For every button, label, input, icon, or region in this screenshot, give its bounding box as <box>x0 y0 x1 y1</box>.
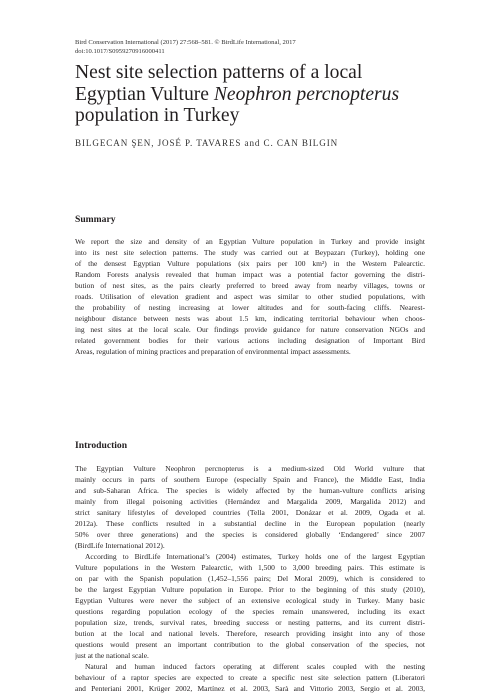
introduction-line: Vulture populations in the Western Palearctic, with 1,500 to 3,000 breeding pairs. This estimate is <box>75 563 425 572</box>
introduction-line: The Egyptian Vulture Neophron percnopterus is a medium-sized Old World vulture that <box>75 464 425 473</box>
summary-line: into its nest site selection patterns. The study was carried out at Beypazarı (Turkey), holding one <box>75 248 425 257</box>
introduction-line: behaviour of a raptor species are expected to create a specific nest site selection pattern (Liberatori <box>75 673 425 682</box>
introduction-heading: Introduction <box>75 440 128 451</box>
title-part-2: population in Turkey <box>75 105 240 126</box>
introduction-line: population size, trends, survival rates, breeding success or nesting patterns, and its current distri- <box>75 618 425 627</box>
introduction-line: mainly occurs in parts of southern Europe (especially Spain and France), the Middle East, India <box>75 475 425 484</box>
journal-header <box>75 39 296 56</box>
introduction-line: questions would present an important contribution to the global conservation of the species, not <box>75 640 425 649</box>
summary-line: related government bodies for their various actions including designation of Important Bird <box>75 336 425 345</box>
introduction-line: and sub-Saharan Africa. The species is widely affected by the human-vulture conflicts arising <box>75 486 425 495</box>
summary-line: neighbour distance between nests was about 1.5 km, indicating territorial behaviour when choos- <box>75 314 425 323</box>
article-title <box>75 62 425 127</box>
introduction-line: be the largest Egyptian Vulture population in Europe. Prior to the beginning of this study (2010), <box>75 585 425 594</box>
introduction-line: mainly from illegal poisoning activities (Hernández and Margalida 2009, Margalida 2012) and <box>75 497 425 506</box>
summary-line: Areas, regulation of mining practices and preparation of environmental impact assessments. <box>75 347 351 356</box>
introduction-line: and Penteriani 2001, Krüger 2002, Martínez et al. 2003, Sarà and Vittorio 2003, Sergio et al. 2003, <box>75 684 425 693</box>
summary-line: Random Forests analysis revealed that human impact was a potential factor governing the distri- <box>75 270 425 279</box>
introduction-line: strict sanitary lifestyles of developed countries (Tella 2001, Donázar et al. 2009, Ogada et al. <box>75 508 425 517</box>
summary-line: roads. Utilisation of elevation gradient and aspect was similar to other studied populations, with <box>75 292 425 301</box>
introduction-line: bution at the local and national levels. Therefore, research providing insight into any of those <box>75 629 425 638</box>
summary-line: We report the size and density of an Egyptian Vulture population in Turkey and provide insight <box>75 237 425 246</box>
doi: doi:10.1017/S0959270916000411 <box>75 47 165 55</box>
summary-body <box>75 236 425 357</box>
summary-line: the probability of nesting increasing at lower altitudes and for south-facing cliffs. Nearest- <box>75 303 425 312</box>
introduction-body <box>75 463 425 694</box>
introduction-line: 50% over three generations) and the species is considered globally ‘Endangered’ since 2007 <box>75 530 425 539</box>
introduction-line: According to BirdLife International’s (2004) estimates, Turkey holds one of the largest Egyptian <box>85 552 425 561</box>
introduction-line: 2012a). These conflicts resulted in a substantial decline in the European population (nearly <box>75 519 425 528</box>
introduction-line: Egyptian Vultures were never the subject of an extensive ecological study in Turkey. Many basic <box>75 596 425 605</box>
summary-heading: Summary <box>75 214 116 225</box>
author-list: BILGECAN ŞEN, JOSÉ P. TAVARES and C. CAN BILGIN <box>75 138 339 148</box>
introduction-line: just at the national scale. <box>75 651 149 660</box>
summary-line: ing nest sites at the local scale. Our findings provide guidance for nature conservation NGOs and <box>75 325 425 334</box>
journal-citation: Bird Conservation International (2017) 27:568–581. © BirdLife International, 2017 <box>75 39 296 46</box>
introduction-line: questions regarding population ecology of the species remain unanswered, including its exact <box>75 607 425 616</box>
summary-line: bution of nest sites, as the pairs clearly preferred to breed away from nearby villages, towns or <box>75 281 425 290</box>
introduction-line: (BirdLife International 2012). <box>75 541 165 550</box>
title-part-1: Nest site selection patterns of a local Egyptian Vulture <box>75 62 363 105</box>
introduction-line: on par with the Spanish population (1,452–1,556 pairs; Del Moral 2009), which is considered to <box>75 574 425 583</box>
introduction-line: Natural and human induced factors operating at different scales coupled with the nesting <box>85 662 425 671</box>
summary-line: of the densest Egyptian Vulture populations (six pairs per 100 km²) in the Western Palearctic. <box>75 259 425 268</box>
title-species-name: Neophron percnopterus <box>213 83 400 105</box>
